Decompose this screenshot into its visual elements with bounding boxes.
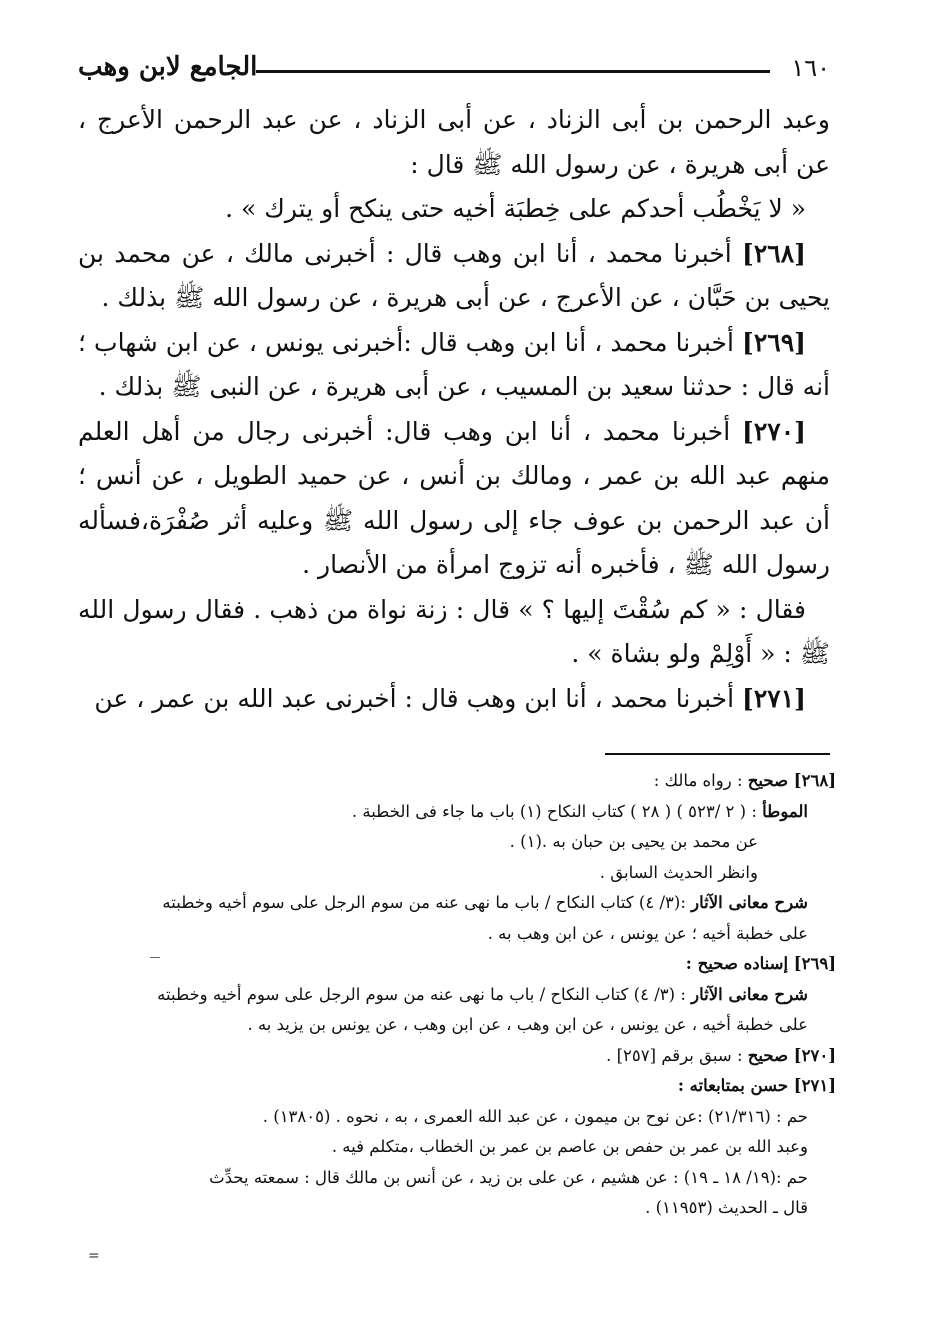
header-rule — [256, 70, 770, 73]
footnote-line: وعبد الله بن عمر بن حفص بن عاصم بن عمر بن الخطاب ،متكلم فيه . — [331, 1137, 808, 1156]
footnote-line: على خطبة أخيه ؛ عن يونس ، عن ابن وهب به . — [487, 923, 808, 943]
hadith-text: أخبرنا محمد ، أنا ابن وهب قال: أخبرنى رجال من أهل العلم منهم عبد الله بن عمر ، ومالك بن أنس ، عن حميد الطويل ، عن أنس ؛ أن عبد الرحمن بن عوف جاء إلى رسول الله ﷺ وعليه أثر صُفْرَة،فسأله رسول الله ﷺ ، فأخبره أنه تزوج امرأة من الأنصار . — [78, 416, 830, 579]
footnote-270-heading — [78, 1041, 836, 1072]
footnote-line — [78, 888, 836, 919]
page-number: ١٦٠ — [791, 54, 830, 82]
hadith-text: أخبرنا محمد ، أنا ابن وهب قال : أخبرنى مالك ، عن محمد بن يحيى بن حَبَّان ، عن الأعرج ، عن أبى هريرة ، عن رسول الله ﷺ بذلك . — [78, 238, 830, 312]
hadith-number: [٢٦٩] — [742, 327, 807, 357]
hadith-269 — [78, 321, 830, 410]
footnote-271-heading: [٢٧١] حسن بمتابعاته : — [677, 1076, 836, 1095]
hadith-quote: « لا يَخْطُب أحدكم على خِطبَة أخيه حتى ينكح أو يترك » . — [225, 194, 806, 223]
footnote-label: [٢٧٠] صحيح — [747, 1045, 836, 1065]
hadith-number: [٢٧١] — [742, 683, 806, 713]
main-text — [78, 98, 830, 721]
footnote-line: وانظر الحديث السابق . — [599, 862, 758, 882]
footnote-line: على خطبة أخيه ، عن يونس ، عن ابن وهب ، عن ابن وهب ، عن يونس بن يزيد به . — [247, 1015, 808, 1034]
footnote-line: حم :(١٩/ ١٨ ـ ١٩) : عن هشيم ، عن على بن زيد ، عن أنس بن مالك قال : سمعته يحدِّث — [209, 1167, 808, 1187]
stray-mark — [150, 957, 160, 958]
footnote-268-heading — [78, 766, 836, 797]
hadith-quote: فقال : « كم سُقْتَ إليها ؟ » قال : زنة نواة من ذهب . فقال رسول الله ﷺ : « أَوْلِمْ ولو بشاة » . — [78, 594, 830, 668]
footnote-text: : (٣/ ٤) كتاب النكاح / باب ما نهى عنه من سوم الرجل على سوم أخيه وخطبته — [157, 984, 692, 1004]
footnote-line — [78, 980, 836, 1011]
hadith-270 — [78, 410, 830, 588]
source-name: شرح معانى الآثار — [691, 984, 808, 1004]
footnotes — [78, 766, 836, 1224]
footnote-separator — [605, 753, 830, 755]
hadith-268 — [78, 232, 830, 321]
continuation-mark: = — [88, 1248, 100, 1264]
footnote-text: : سبق برقم [٢٥٧] . — [606, 1045, 748, 1065]
footnote-line: عن محمد بن يحيى بن حبان به .(١) . — [509, 832, 758, 851]
hadith-text: أخبرنا محمد ، أنا ابن وهب قال : أخبرنى عبد الله بن عمر ، عن — [94, 683, 735, 713]
hadith-text: أخبرنا محمد ، أنا ابن وهب قال :أخبرنى يونس ، عن ابن شهاب ؛ أنه قال : حدثنا سعيد بن المسيب ، عن أبى هريرة ، عن النبى ﷺ بذلك . — [78, 327, 830, 401]
source-name: شرح معانى الآثار — [691, 893, 808, 912]
footnote-line: قال ـ الحديث (١١٩٥٣) . — [645, 1198, 808, 1217]
running-header — [78, 50, 830, 90]
hadith-271 — [78, 677, 830, 722]
source-name: الموطأ — [762, 801, 808, 821]
footnote-269-heading: [٢٦٩] إسناده صحيح : — [685, 954, 836, 973]
paragraph-continuation: وعبد الرحمن بن أبى الزناد ، عن أبى الزناد ، عن عبد الرحمن الأعرج ، عن أبى هريرة ، عن رسول الله ﷺ قال : — [78, 105, 830, 179]
hadith-number: [٢٧٠] — [742, 416, 806, 446]
footnote-text: : ( ٢ /٥٢٣ ) ( ٢٨ ) كتاب النكاح (١) باب ما جاء فى الخطبة . — [351, 801, 763, 821]
footnote-text: : رواه مالك : — [653, 771, 748, 790]
footnote-text: :(٣/ ٤) كتاب النكاح / باب ما نهى عنه من سوم الرجل على سوم أخيه وخطبته — [162, 893, 692, 912]
hadith-number: [٢٦٨] — [742, 238, 806, 268]
footnote-line — [78, 797, 836, 828]
footnote-label: [٢٦٨] صحيح — [747, 771, 836, 790]
book-title: الجامع لابن وهب — [78, 52, 258, 82]
footnote-line: حم : (٢١/٣١٦) :عن نوح بن ميمون ، عن عبد الله العمرى ، به ، نحوه . (١٣٨٠٥) . — [262, 1106, 808, 1126]
